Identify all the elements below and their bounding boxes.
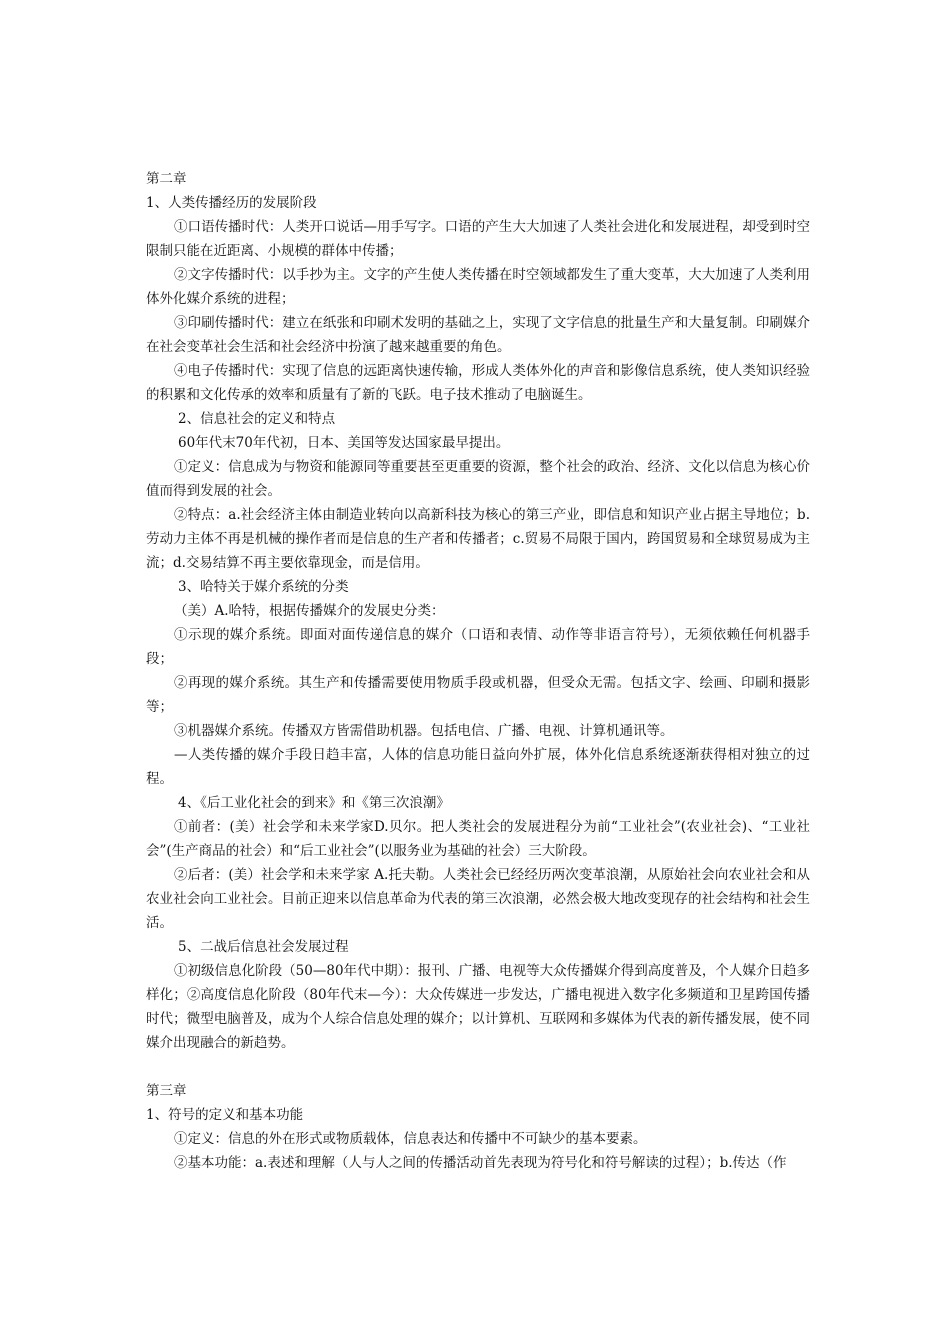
paragraph: （美）A.哈特，根据传播媒介的发展史分类： bbox=[174, 603, 445, 619]
section-heading: 5、二战后信息社会发展过程 bbox=[178, 939, 349, 955]
section-heading: 2、信息社会的定义和特点 bbox=[178, 411, 336, 427]
paragraph: ①定义：信息的外在形式或物质载体，信息表达和传播中不可缺少的基本要素。 bbox=[174, 1131, 647, 1147]
section-heading: 1、符号的定义和基本功能 bbox=[146, 1107, 304, 1123]
paragraph: ①示现的媒介系统。即面对面传递信息的媒介（口语和表情、动作等非语言符号），无须依赖任何机器手段； bbox=[146, 627, 810, 667]
paragraph: —人类传播的媒介手段日趋丰富，人体的信息功能日益向外扩展，体外化信息系统逐渐获得相对独立的过程。 bbox=[146, 747, 810, 787]
paragraph: ②后者：(美）社会学和未来学家 A.托夫勒。人类社会已经经历两次变革浪潮，从原始社会向农业社会和从农业社会向工业社会。目前正迎来以信息革命为代表的第三次浪潮，必然会极大地改变现存的社会结构和社会生活。 bbox=[146, 867, 810, 931]
paragraph: ③机器媒介系统。传播双方皆需借助机器。包括电信、广播、电视、计算机通讯等。 bbox=[174, 723, 674, 739]
paragraph: ①口语传播时代：人类开口说话—用手写字。口语的产生大大加速了人类社会进化和发展进程，却受到时空限制只能在近距离、小规模的群体中传播； bbox=[146, 219, 810, 259]
paragraph: ②再现的媒介系统。其生产和传播需要使用物质手段或机器，但受众无需。包括文字、绘画、印刷和摄影等； bbox=[146, 675, 810, 715]
section-heading: 3、哈特关于媒介系统的分类 bbox=[178, 579, 349, 595]
section-heading: 1、人类传播经历的发展阶段 bbox=[146, 195, 317, 211]
paragraph: ④电子传播时代：实现了信息的远距离快速传输，形成人类体外化的声音和影像信息系统，使人类知识经验的积累和文化传承的效率和质量有了新的飞跃。电子技术推动了电脑诞生。 bbox=[146, 363, 810, 403]
paragraph: ①前者：(美）社会学和未来学家D.贝尔。把人类社会的发展进程分为前“工业社会”(农业社会)、“工业社会”(生产商品的社会）和“后工业社会”(以服务业为基础的社会）三大阶段。 bbox=[146, 819, 810, 859]
paragraph: 60年代末70年代初，日本、美国等发达国家最早提出。 bbox=[178, 435, 510, 451]
section-heading: 4、《后工业化社会的到来》和《第三次浪潮》 bbox=[178, 795, 450, 811]
blank-line bbox=[146, 1055, 810, 1079]
paragraph: ③印刷传播时代：建立在纸张和印刷术发明的基础之上，实现了文字信息的批量生产和大量复制。印刷媒介在社会变革社会生活和社会经济中扮演了越来越重要的角色。 bbox=[146, 315, 810, 355]
paragraph: ②特点：a.社会经济主体由制造业转向以高新科技为核心的第三产业，即信息和知识产业占据主导地位；b.劳动力主体不再是机械的操作者而是信息的生产者和传播者；c.贸易不局限于国内，跨国贸易和全球贸易成为主流；d.交易结算不再主要依靠现金，而是信用。 bbox=[146, 507, 810, 571]
paragraph: ②基本功能：a.表述和理解（人与人之间的传播活动首先表现为符号化和符号解读的过程）；b.传达（作 bbox=[174, 1155, 787, 1171]
paragraph: ①定义：信息成为与物资和能源同等重要甚至更重要的资源，整个社会的政治、经济、文化以信息为核心价值而得到发展的社会。 bbox=[146, 459, 810, 499]
chapter-3-title: 第三章 bbox=[146, 1083, 187, 1099]
paragraph: ①初级信息化阶段（50—80年代中期）：报刊、广播、电视等大众传播媒介得到高度普及，个人媒介日趋多样化；②高度信息化阶段（80年代末—今）：大众传媒进一步发达，广播电视进入数字化多频道和卫星跨国传播时代；微型电脑普及，成为个人综合信息处理的媒介；以计算机、互联网和多媒体为代表的新传播发展，使不同媒介出现融合的新趋势。 bbox=[146, 963, 810, 1051]
document-body bbox=[146, 167, 810, 1175]
chapter-2-title: 第二章 bbox=[146, 171, 187, 187]
paragraph: ②文字传播时代：以手抄为主。文字的产生使人类传播在时空领域都发生了重大变革，大大加速了人类利用体外化媒介系统的进程； bbox=[146, 267, 810, 307]
